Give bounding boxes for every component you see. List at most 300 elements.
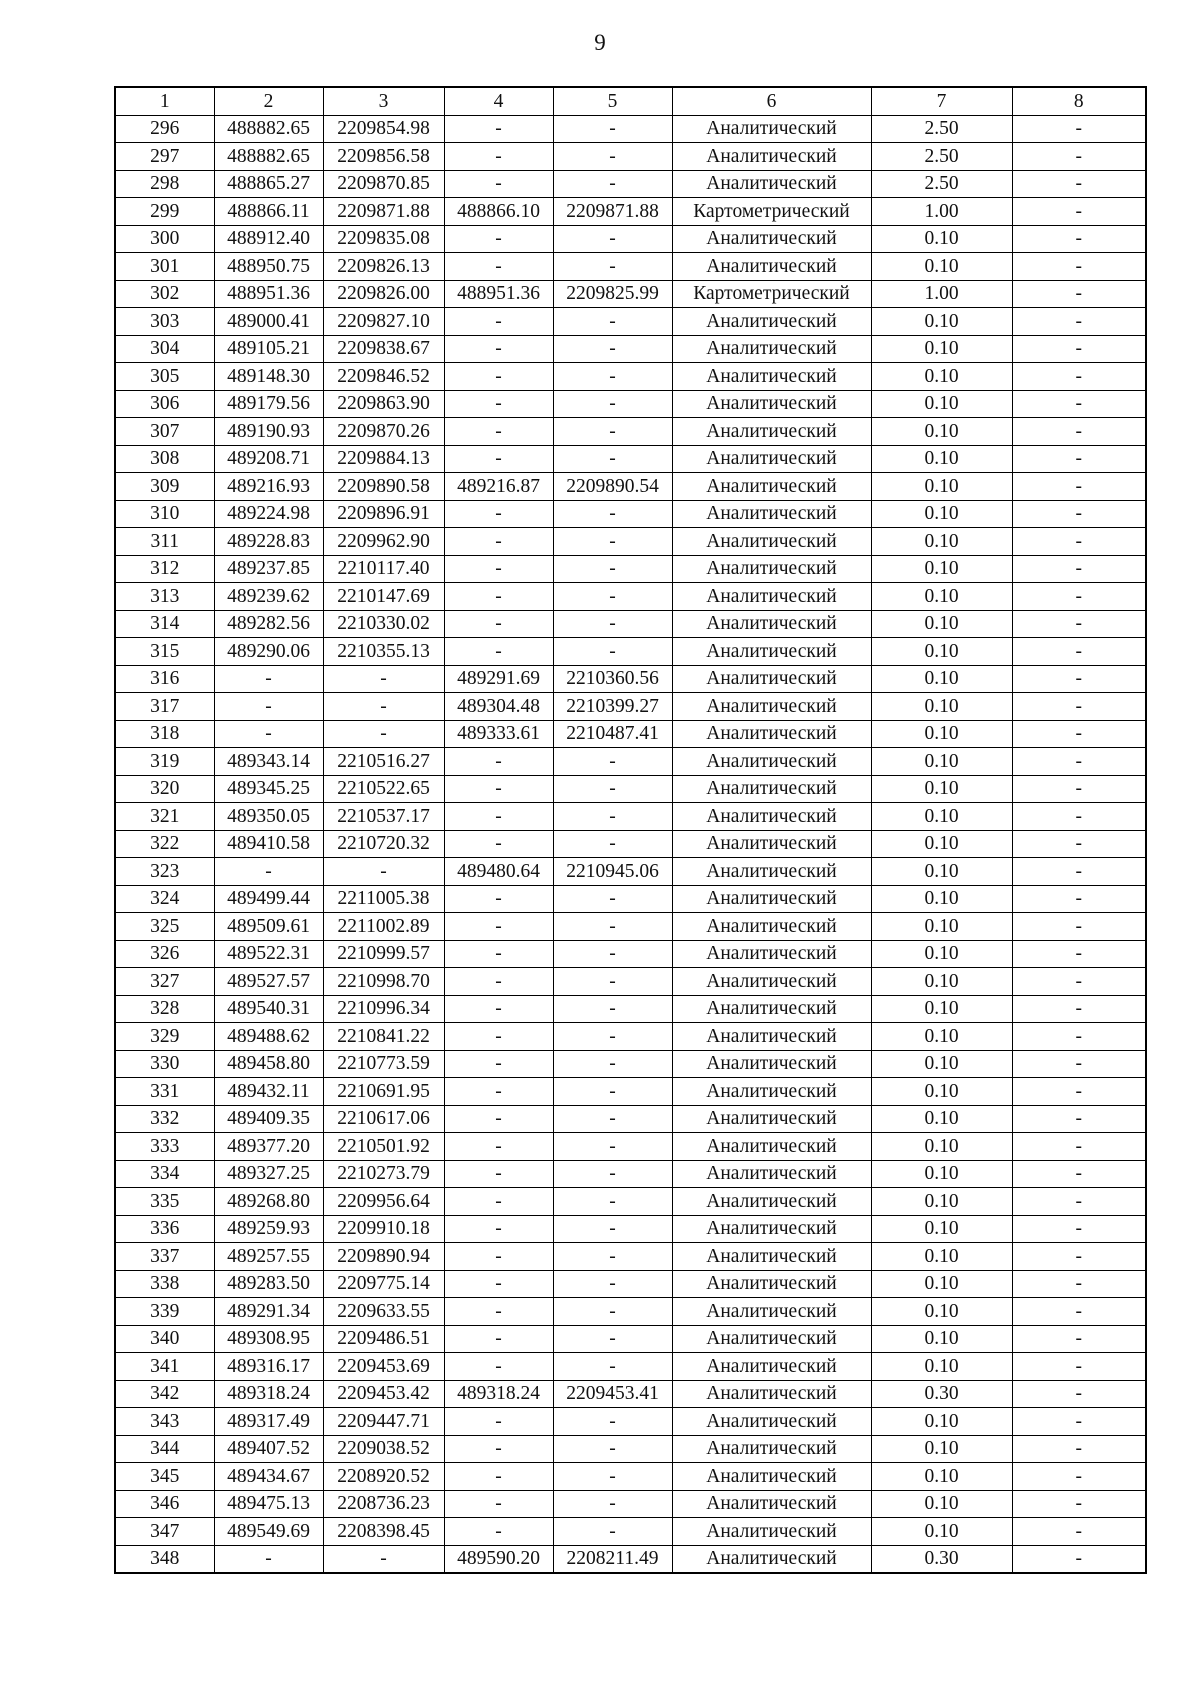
table-cell-col-6: Аналитический [672,1545,871,1573]
table-cell-col-5: - [553,1353,672,1381]
table-cell-col-8: - [1012,280,1146,308]
table-cell-col-3: 2208398.45 [323,1518,444,1546]
table-cell-col-2: 489488.62 [214,1023,323,1051]
table-cell-col-1: 297 [115,143,214,171]
table-cell-col-4: - [444,830,553,858]
table-row [115,500,1146,528]
table-cell-col-4: - [444,1050,553,1078]
table-cell-col-1: 309 [115,473,214,501]
table-cell-col-7: 0.10 [871,390,1012,418]
table-cell-col-2: 489268.80 [214,1188,323,1216]
column-header-6: 6 [672,87,871,115]
table-cell-col-1: 340 [115,1325,214,1353]
table-cell-col-7: 0.10 [871,1188,1012,1216]
table-cell-col-7: 0.10 [871,1408,1012,1436]
table-cell-col-1: 310 [115,500,214,528]
table-cell-col-8: - [1012,1408,1146,1436]
table-cell-col-8: - [1012,1463,1146,1491]
table-cell-col-1: 321 [115,803,214,831]
table-cell-col-4: 488951.36 [444,280,553,308]
table-cell-col-4: - [444,1270,553,1298]
table-cell-col-1: 342 [115,1380,214,1408]
table-cell-col-7: 0.10 [871,1518,1012,1546]
table-cell-col-7: 0.10 [871,1215,1012,1243]
table-cell-col-4: - [444,253,553,281]
table-cell-col-4: - [444,968,553,996]
table-cell-col-5: - [553,1215,672,1243]
table-cell-col-1: 335 [115,1188,214,1216]
table-cell-col-2: 488882.65 [214,143,323,171]
table-cell-col-7: 0.10 [871,583,1012,611]
table-row [115,115,1146,143]
table-cell-col-1: 296 [115,115,214,143]
table-cell-col-8: - [1012,583,1146,611]
table-cell-col-8: - [1012,748,1146,776]
table-cell-col-1: 324 [115,885,214,913]
table-row [115,528,1146,556]
table-cell-col-6: Аналитический [672,528,871,556]
table-cell-col-4: - [444,1133,553,1161]
table-row [115,1325,1146,1353]
table-cell-col-6: Аналитический [672,830,871,858]
table-cell-col-4: - [444,335,553,363]
column-header-4: 4 [444,87,553,115]
column-header-2: 2 [214,87,323,115]
table-cell-col-3: 2211002.89 [323,913,444,941]
table-cell-col-2: 489407.52 [214,1435,323,1463]
table-cell-col-1: 325 [115,913,214,941]
table-cell-col-3: 2209870.26 [323,418,444,446]
table-cell-col-4: - [444,1298,553,1326]
table-cell-col-2: 489409.35 [214,1105,323,1133]
table-row [115,143,1146,171]
table-cell-col-8: - [1012,775,1146,803]
table-body [115,115,1146,1573]
table-cell-col-8: - [1012,1105,1146,1133]
table-cell-col-4: 489216.87 [444,473,553,501]
table-cell-col-8: - [1012,1298,1146,1326]
table-cell-col-7: 0.10 [871,308,1012,336]
table-cell-col-1: 323 [115,858,214,886]
table-cell-col-2: 489105.21 [214,335,323,363]
table-cell-col-2: - [214,693,323,721]
table-row [115,473,1146,501]
table-row [115,1298,1146,1326]
table-cell-col-8: - [1012,555,1146,583]
table-cell-col-6: Аналитический [672,500,871,528]
table-row [115,445,1146,473]
table-cell-col-4: - [444,995,553,1023]
table-cell-col-2: - [214,665,323,693]
table-cell-col-1: 308 [115,445,214,473]
table-cell-col-8: - [1012,858,1146,886]
table-cell-col-8: - [1012,445,1146,473]
table-row [115,830,1146,858]
table-cell-col-1: 301 [115,253,214,281]
table-cell-col-3: 2209775.14 [323,1270,444,1298]
table-cell-col-8: - [1012,253,1146,281]
table-cell-col-7: 0.10 [871,1270,1012,1298]
table-cell-col-1: 319 [115,748,214,776]
table-cell-col-8: - [1012,1380,1146,1408]
table-cell-col-6: Аналитический [672,1243,871,1271]
table-cell-col-1: 315 [115,638,214,666]
table-cell-col-8: - [1012,665,1146,693]
table-cell-col-5: 2210945.06 [553,858,672,886]
table-row [115,253,1146,281]
table-cell-col-5: - [553,913,672,941]
table-cell-col-5: - [553,1050,672,1078]
table-cell-col-2: 489290.06 [214,638,323,666]
table-cell-col-3: 2210691.95 [323,1078,444,1106]
table-cell-col-3: 2209453.42 [323,1380,444,1408]
table-cell-col-6: Аналитический [672,748,871,776]
table-cell-col-8: - [1012,1243,1146,1271]
table-cell-col-8: - [1012,170,1146,198]
table-cell-col-6: Картометрический [672,198,871,226]
table-cell-col-3: 2210998.70 [323,968,444,996]
table-cell-col-3: 2209038.52 [323,1435,444,1463]
table-cell-col-2: 488882.65 [214,115,323,143]
table-cell-col-5: - [553,1270,672,1298]
table-cell-col-6: Аналитический [672,858,871,886]
table-cell-col-8: - [1012,968,1146,996]
table-cell-col-5: 2210399.27 [553,693,672,721]
table-header-row [115,87,1146,115]
table-cell-col-3: 2209453.69 [323,1353,444,1381]
table-cell-col-3: 2209962.90 [323,528,444,556]
table-cell-col-1: 347 [115,1518,214,1546]
table-cell-col-2: 489291.34 [214,1298,323,1326]
table-cell-col-3: - [323,693,444,721]
table-cell-col-4: - [444,1078,553,1106]
table-cell-col-4: - [444,1325,553,1353]
table-cell-col-8: - [1012,1490,1146,1518]
table-cell-col-2: 489509.61 [214,913,323,941]
table-cell-col-8: - [1012,1215,1146,1243]
table-cell-col-1: 320 [115,775,214,803]
table-cell-col-4: - [444,1435,553,1463]
table-cell-col-5: - [553,528,672,556]
table-cell-col-3: 2210522.65 [323,775,444,803]
table-cell-col-3: 2209447.71 [323,1408,444,1436]
table-cell-col-6: Аналитический [672,225,871,253]
table-cell-col-1: 311 [115,528,214,556]
table-cell-col-2: 489259.93 [214,1215,323,1243]
table-cell-col-1: 338 [115,1270,214,1298]
table-cell-col-8: - [1012,115,1146,143]
table-cell-col-4: 489333.61 [444,720,553,748]
table-cell-col-2: 488912.40 [214,225,323,253]
table-cell-col-5: - [553,638,672,666]
table-cell-col-8: - [1012,1050,1146,1078]
table-row [115,1463,1146,1491]
table-cell-col-6: Аналитический [672,1133,871,1161]
table-row [115,720,1146,748]
table-cell-col-5: - [553,1188,672,1216]
table-cell-col-7: 1.00 [871,198,1012,226]
table-cell-col-5: - [553,748,672,776]
table-cell-col-2: 489527.57 [214,968,323,996]
table-cell-col-1: 304 [115,335,214,363]
table-cell-col-5: - [553,1325,672,1353]
table-cell-col-6: Аналитический [672,418,871,446]
table-cell-col-7: 0.10 [871,1463,1012,1491]
table-cell-col-2: 489316.17 [214,1353,323,1381]
table-cell-col-5: - [553,940,672,968]
table-row [115,803,1146,831]
table-cell-col-7: 0.10 [871,1133,1012,1161]
table-cell-col-8: - [1012,1545,1146,1573]
table-cell-col-7: 0.10 [871,665,1012,693]
table-cell-col-3: 2210537.17 [323,803,444,831]
table-row [115,225,1146,253]
table-cell-col-6: Аналитический [672,253,871,281]
table-cell-col-8: - [1012,693,1146,721]
table-row [115,1105,1146,1133]
table-cell-col-2: 489475.13 [214,1490,323,1518]
table-cell-col-3: 2210841.22 [323,1023,444,1051]
table-cell-col-4: - [444,610,553,638]
table-cell-col-5: 2210360.56 [553,665,672,693]
table-cell-col-6: Аналитический [672,1298,871,1326]
table-cell-col-8: - [1012,225,1146,253]
table-row [115,1490,1146,1518]
table-cell-col-3: 2210147.69 [323,583,444,611]
table-cell-col-3: 2211005.38 [323,885,444,913]
table-row [115,1270,1146,1298]
table-cell-col-7: 0.10 [871,363,1012,391]
table-cell-col-8: - [1012,500,1146,528]
table-cell-col-7: 0.10 [871,858,1012,886]
table-cell-col-8: - [1012,1160,1146,1188]
table-cell-col-5: - [553,1133,672,1161]
table-cell-col-5: - [553,830,672,858]
table-cell-col-6: Аналитический [672,885,871,913]
table-cell-col-3: 2210720.32 [323,830,444,858]
table-cell-col-6: Аналитический [672,638,871,666]
table-cell-col-7: 2.50 [871,170,1012,198]
table-cell-col-2: 489239.62 [214,583,323,611]
table-cell-col-4: - [444,1023,553,1051]
table-cell-col-6: Аналитический [672,1078,871,1106]
table-cell-col-1: 316 [115,665,214,693]
table-cell-col-3: 2209826.00 [323,280,444,308]
table-cell-col-1: 302 [115,280,214,308]
table-cell-col-1: 306 [115,390,214,418]
table-cell-col-5: - [553,1408,672,1436]
table-cell-col-3: 2209890.58 [323,473,444,501]
table-cell-col-2: 489283.50 [214,1270,323,1298]
table-cell-col-2: 489208.71 [214,445,323,473]
table-cell-col-7: 0.10 [871,445,1012,473]
table-row [115,1078,1146,1106]
table-cell-col-2: 489216.93 [214,473,323,501]
table-cell-col-6: Аналитический [672,1408,871,1436]
table-cell-col-8: - [1012,1518,1146,1546]
table-cell-col-3: 2210355.13 [323,638,444,666]
table-cell-col-5: 2209453.41 [553,1380,672,1408]
table-cell-col-1: 336 [115,1215,214,1243]
table-cell-col-8: - [1012,335,1146,363]
table-cell-col-1: 344 [115,1435,214,1463]
table-row [115,858,1146,886]
table-cell-col-4: - [444,1215,553,1243]
table-cell-col-1: 307 [115,418,214,446]
table-cell-col-5: 2209825.99 [553,280,672,308]
table-cell-col-3: 2209870.85 [323,170,444,198]
table-row [115,1023,1146,1051]
table-cell-col-7: 0.10 [871,1435,1012,1463]
table-row [115,968,1146,996]
table-cell-col-6: Аналитический [672,445,871,473]
table-cell-col-2: - [214,1545,323,1573]
table-cell-col-3: 2209910.18 [323,1215,444,1243]
table-cell-col-1: 346 [115,1490,214,1518]
table-cell-col-5: - [553,1463,672,1491]
table-cell-col-1: 343 [115,1408,214,1436]
table-row [115,1353,1146,1381]
table-cell-col-8: - [1012,913,1146,941]
table-row [115,1380,1146,1408]
table-cell-col-1: 326 [115,940,214,968]
table-cell-col-4: - [444,1353,553,1381]
table-cell-col-4: 489590.20 [444,1545,553,1573]
table-cell-col-8: - [1012,995,1146,1023]
table-cell-col-6: Аналитический [672,1050,871,1078]
table-cell-col-1: 318 [115,720,214,748]
table-cell-col-7: 0.10 [871,473,1012,501]
table-row [115,390,1146,418]
table-cell-col-8: - [1012,1270,1146,1298]
table-cell-col-1: 328 [115,995,214,1023]
table-cell-col-7: 0.10 [871,1050,1012,1078]
table-row [115,775,1146,803]
table-cell-col-6: Аналитический [672,693,871,721]
table-cell-col-4: - [444,445,553,473]
table-cell-col-4: - [444,225,553,253]
table-cell-col-4: - [444,500,553,528]
table-cell-col-7: 0.10 [871,500,1012,528]
table-cell-col-2: 489540.31 [214,995,323,1023]
table-cell-col-6: Аналитический [672,1188,871,1216]
table-cell-col-8: - [1012,830,1146,858]
table-cell-col-2: 489318.24 [214,1380,323,1408]
table-cell-col-6: Аналитический [672,1215,871,1243]
table-cell-col-5: - [553,1490,672,1518]
table-cell-col-6: Аналитический [672,555,871,583]
table-cell-col-2: 489499.44 [214,885,323,913]
table-cell-col-6: Аналитический [672,1435,871,1463]
table-cell-col-8: - [1012,610,1146,638]
table-cell-col-3: 2210516.27 [323,748,444,776]
table-cell-col-7: 1.00 [871,280,1012,308]
table-cell-col-7: 0.10 [871,1325,1012,1353]
table-cell-col-6: Аналитический [672,473,871,501]
table-cell-col-2: 489432.11 [214,1078,323,1106]
table-row [115,170,1146,198]
table-cell-col-4: - [444,940,553,968]
table-cell-col-8: - [1012,1435,1146,1463]
table-cell-col-7: 0.10 [871,748,1012,776]
table-cell-col-4: - [444,1408,553,1436]
table-cell-col-8: - [1012,308,1146,336]
table-cell-col-8: - [1012,143,1146,171]
table-cell-col-5: - [553,1023,672,1051]
table-cell-col-7: 0.10 [871,720,1012,748]
table-cell-col-2: 489345.25 [214,775,323,803]
table-cell-col-4: - [444,115,553,143]
table-cell-col-3: - [323,1545,444,1573]
table-cell-col-5: - [553,335,672,363]
table-row [115,1215,1146,1243]
table-cell-col-3: 2209846.52 [323,363,444,391]
table-row [115,1435,1146,1463]
table-cell-col-1: 348 [115,1545,214,1573]
table-cell-col-8: - [1012,528,1146,556]
table-cell-col-3: 2209863.90 [323,390,444,418]
table-row [115,308,1146,336]
table-row [115,1545,1146,1573]
table-cell-col-5: - [553,995,672,1023]
table-cell-col-6: Аналитический [672,665,871,693]
table-cell-col-5: - [553,968,672,996]
table-cell-col-4: - [444,170,553,198]
table-cell-col-1: 331 [115,1078,214,1106]
table-cell-col-3: 2209871.88 [323,198,444,226]
table-cell-col-8: - [1012,1353,1146,1381]
table-cell-col-1: 327 [115,968,214,996]
table-cell-col-8: - [1012,1023,1146,1051]
table-cell-col-1: 322 [115,830,214,858]
table-row [115,280,1146,308]
table-cell-col-1: 332 [115,1105,214,1133]
table-row [115,1160,1146,1188]
table-cell-col-7: 0.10 [871,638,1012,666]
table-cell-col-2: 489228.83 [214,528,323,556]
table-cell-col-4: - [444,748,553,776]
table-row [115,1243,1146,1271]
table-cell-col-1: 341 [115,1353,214,1381]
table-cell-col-6: Аналитический [672,968,871,996]
table-cell-col-7: 0.10 [871,1160,1012,1188]
table-cell-col-4: - [444,555,553,583]
table-cell-col-1: 337 [115,1243,214,1271]
table-cell-col-4: - [444,390,553,418]
table-row [115,885,1146,913]
table-cell-col-2: 489549.69 [214,1518,323,1546]
table-cell-col-2: 489522.31 [214,940,323,968]
table-row [115,335,1146,363]
table-cell-col-4: - [444,308,553,336]
table-cell-col-4: 489291.69 [444,665,553,693]
table-cell-col-3: 2210999.57 [323,940,444,968]
table-cell-col-4: - [444,1243,553,1271]
table-cell-col-2: 488950.75 [214,253,323,281]
table-cell-col-5: - [553,1435,672,1463]
table-cell-col-8: - [1012,473,1146,501]
table-cell-col-2: 489434.67 [214,1463,323,1491]
table-cell-col-6: Аналитический [672,995,871,1023]
table-cell-col-2: 489282.56 [214,610,323,638]
table-cell-col-4: - [444,638,553,666]
table-cell-col-7: 0.30 [871,1545,1012,1573]
table-cell-col-4: - [444,1463,553,1491]
table-cell-col-7: 0.10 [871,528,1012,556]
table-cell-col-3: 2209896.91 [323,500,444,528]
table-cell-col-7: 0.30 [871,1380,1012,1408]
table-cell-col-3: 2210330.02 [323,610,444,638]
